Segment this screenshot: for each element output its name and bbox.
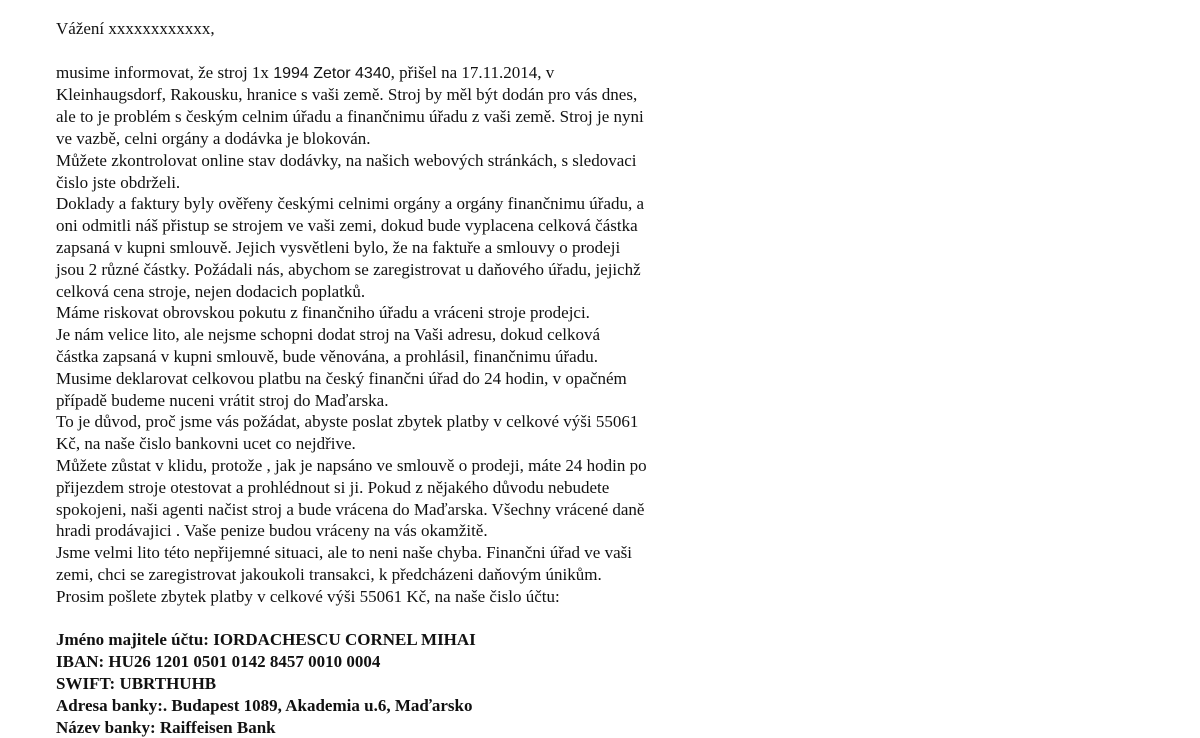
body-line: ale to je problém s českým celnim úřadu a finančnimu úřadu z vaši země. Stroj je nyni	[56, 106, 736, 128]
body-line: spokojeni, naši agenti načist stroj a bude vrácena do Maďarska. Všechny vrácené daně	[56, 499, 736, 521]
body-line: Můžete zkontrolovat online stav dodávky, na našich webových stránkách, s sledovaci	[56, 150, 736, 172]
body-line: Jsme velmi lito této nepřijemné situaci, ale to neni naše chyba. Finančni úřad ve vaši	[56, 542, 736, 564]
body-line: Musime deklarovat celkovou platbu na český finančni úřad do 24 hodin, v opačném	[56, 368, 736, 390]
body-line: Máme riskovat obrovskou pokutu z finančniho úřadu a vráceni stroje prodejci.	[56, 302, 736, 324]
body-line: Je nám velice lito, ale nejsme schopni dodat stroj na Vaši adresu, dokud celková	[56, 324, 736, 346]
letter-document	[56, 18, 736, 738]
body-line: oni odmitli náš přistup se strojem ve vaši zemi, dokud bude vyplacena celková částka	[56, 215, 736, 237]
bank-address-line: Adresa banky:. Budapest 1089, Akademia u.6, Maďarsko	[56, 695, 736, 717]
body-line: To je důvod, proč jsme vás požádat, abyste poslat zbytek platby v celkové výši 55061	[56, 411, 736, 433]
body-line-first-prefix: musime informovat, že stroj 1x	[56, 63, 273, 82]
body-line: Kleinhaugsdorf, Rakousku, hranice s vaši země. Stroj by měl být dodán pro vás dnes,	[56, 84, 736, 106]
body-line: Doklady a faktury byly ověřeny českými celnimi orgány a orgány finančnimu úřadu, a	[56, 193, 736, 215]
bank-details	[56, 629, 736, 738]
body-line: případě budeme nuceni vrátit stroj do Maďarska.	[56, 390, 736, 412]
swift-line: SWIFT: UBRTHUHB	[56, 673, 736, 695]
body-line: Kč, na naše čislo bankovni ucet co nejdřive.	[56, 433, 736, 455]
body-line-first	[56, 62, 736, 85]
body-line: částka zapsaná v kupni smlouvě, bude věnována, a prohlásil, finančnimu úřadu.	[56, 346, 736, 368]
body-line: Prosim pošlete zbytek platby v celkové výši 55061 Kč, na naše čislo účtu:	[56, 586, 736, 608]
bank-name-line: Název banky: Raiffeisen Bank	[56, 717, 736, 738]
body-line-first-suffix: , přišel na 17.11.2014, v	[391, 63, 555, 82]
body-line: přijezdem stroje otestovat a prohlédnout si ji. Pokud z nějakého důvodu nebudete	[56, 477, 736, 499]
body-line: celková cena stroje, nejen dodacich poplatků.	[56, 281, 736, 303]
body-line: zemi, chci se zaregistrovat jakoukoli transakci, k předcházeni daňovým únikům.	[56, 564, 736, 586]
account-holder-line: Jméno majitele účtu: IORDACHESCU CORNEL MIHAI	[56, 629, 736, 651]
body-line: zapsaná v kupni smlouvě. Jejich vysvětleni bylo, že na faktuře a smlouvy o prodeji	[56, 237, 736, 259]
body-line: Můžete zůstat v klidu, protože , jak je napsáno ve smlouvě o prodeji, máte 24 hodin po	[56, 455, 736, 477]
body-line: jsou 2 různé částky. Požádali nás, abychom se zaregistrovat u daňového úřadu, jejichž	[56, 259, 736, 281]
body-line: čislo jste obdrželi.	[56, 172, 736, 194]
blank-line	[56, 40, 736, 62]
machine-name: 1994 Zetor 4340	[273, 65, 390, 82]
body-line: hradi prodávajici . Vaše penize budou vráceny na vás okamžitě.	[56, 520, 736, 542]
greeting-line: Vážení xxxxxxxxxxxx,	[56, 18, 736, 40]
iban-line: IBAN: HU26 1201 0501 0142 8457 0010 0004	[56, 651, 736, 673]
blank-line	[56, 608, 736, 630]
body-line: ve vazbě, celni orgány a dodávka je blokován.	[56, 128, 736, 150]
